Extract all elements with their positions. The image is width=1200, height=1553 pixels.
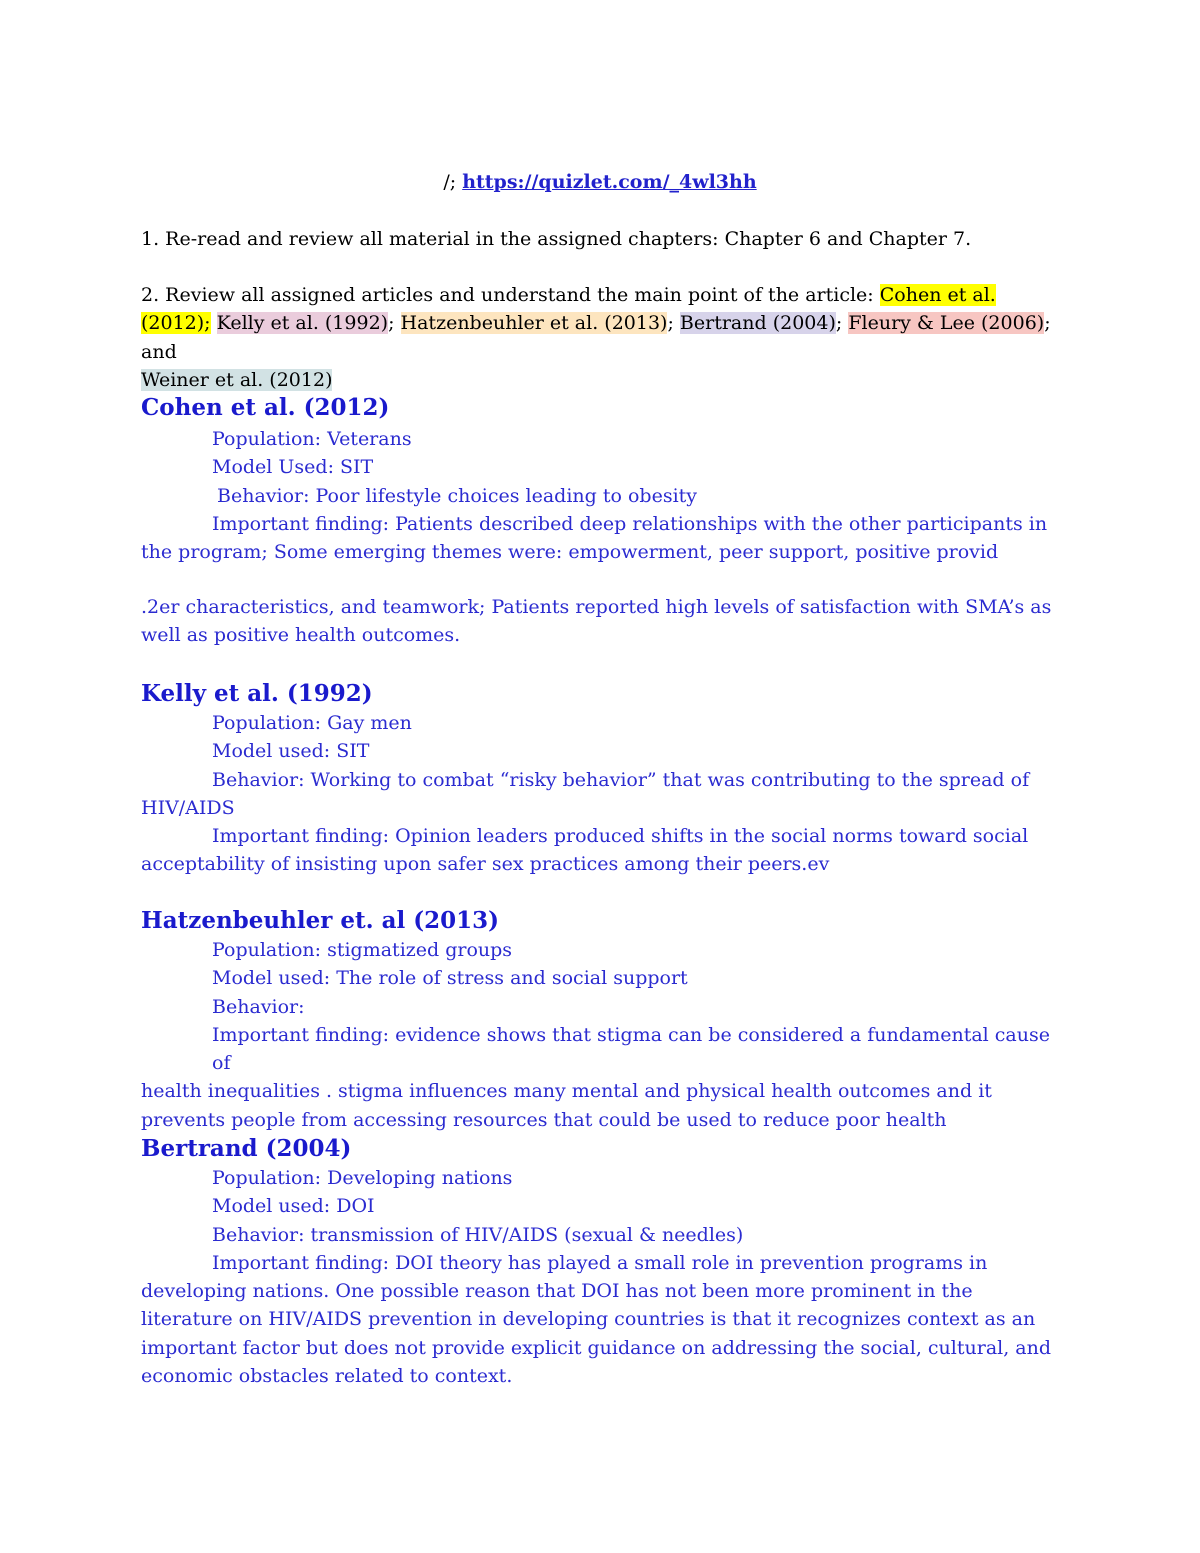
cohen-population: Population: Veterans xyxy=(212,428,412,450)
section-heading-hatzenbeuhler: Hatzenbeuhler et. al (2013) xyxy=(141,907,500,934)
kelly-finding-cont: acceptability of insisting upon safer sex practices among their peers.ev xyxy=(141,853,830,876)
bertrand-behavior: Behavior: transmission of HIV/AIDS (sexual & needles) xyxy=(212,1223,744,1246)
section-heading-bertrand: Bertrand (2004) xyxy=(141,1135,352,1162)
cohen-finding: Important finding: Patients described deep relationships with the other participants in xyxy=(212,512,1048,535)
ref-weiner: Weiner et al. (2012) xyxy=(141,368,333,391)
section-heading-kelly: Kelly et al. (1992) xyxy=(141,680,373,707)
instruction-2-text: 2. Review all assigned articles and understand the main point of the article: xyxy=(141,284,880,306)
section-cohen xyxy=(141,425,1066,566)
ref-hatzenbeuhler: Hatzenbeuhler et al. (2013) xyxy=(400,312,668,335)
instruction-1: 1. Re-read and review all material in the assigned chapters: Chapter 6 and Chapter 7. xyxy=(141,228,972,250)
cohen-finding-cont: the program; Some emerging themes were: empowerment, peer support, positive provid xyxy=(141,541,999,564)
hatz-model: Model used: The role of stress and social support xyxy=(212,967,688,990)
section-hatzenbeuhler xyxy=(141,936,1066,1134)
bertrand-model: Model used: DOI xyxy=(212,1195,375,1218)
ref-kelly: Kelly et al. (1992) xyxy=(216,312,389,335)
hatz-finding-cont: health inequalities . stigma influences many mental and physical health outcomes and it prevents people from accessing resources that could be used to reduce poor health xyxy=(141,1080,992,1131)
kelly-population: Population: Gay men xyxy=(212,712,412,734)
ref-sep-3: ; xyxy=(835,312,849,335)
cohen-finding-cont2: .2er characteristics, and teamwork; Patients reported high levels of satisfaction with SMA’s as well as positive health outcomes. xyxy=(141,596,1052,647)
ref-and: ; and xyxy=(141,312,1051,363)
bertrand-population: Population: Developing nations xyxy=(212,1167,513,1189)
kelly-model: Model used: SIT xyxy=(212,740,370,763)
kelly-behavior: Behavior: Working to combat “risky behavior” that was contributing to the spread of xyxy=(212,768,1030,791)
ref-sep-1: ; xyxy=(388,312,401,335)
section-heading-cohen: Cohen et al. (2012) xyxy=(141,394,390,421)
cohen-model: Model Used: SIT xyxy=(212,456,374,479)
hatz-finding: Important finding: evidence shows that stigma can be considered a fundamental cause of xyxy=(212,1023,1050,1075)
cohen-behavior: Behavior: Poor lifestyle choices leading to obesity xyxy=(217,484,698,507)
section-bertrand xyxy=(141,1164,1066,1390)
hatz-population: Population: stigmatized groups xyxy=(212,939,513,961)
quizlet-link-line xyxy=(0,168,1200,196)
instruction-2 xyxy=(141,281,1071,394)
kelly-behavior-cont: HIV/AIDS xyxy=(141,796,235,819)
ref-fleury: Fleury & Lee (2006) xyxy=(848,312,1045,335)
link-prefix: /; xyxy=(443,171,457,193)
hatz-behavior: Behavior: xyxy=(212,995,305,1018)
ref-bertrand: Bertrand (2004) xyxy=(679,312,836,335)
section-kelly xyxy=(141,709,1066,879)
bertrand-finding: Important finding: DOI theory has played a small role in prevention programs in xyxy=(212,1251,988,1274)
ref-sep-2: ; xyxy=(667,312,680,335)
kelly-finding: Important finding: Opinion leaders produced shifts in the social norms toward social xyxy=(212,825,1029,848)
bertrand-finding-cont: developing nations. One possible reason that DOI has not been more prominent in the literature on HIV/AIDS prevention in developing countries is that it recognizes context as an important factor but does not provide explicit guidance on addressing the social, cultural, and economic obstacles related to context. xyxy=(141,1280,1052,1388)
quizlet-link[interactable]: https://quizlet.com/_4wl3hh xyxy=(462,171,757,193)
ref-cohen: Cohen et al. (2012); xyxy=(141,284,996,335)
